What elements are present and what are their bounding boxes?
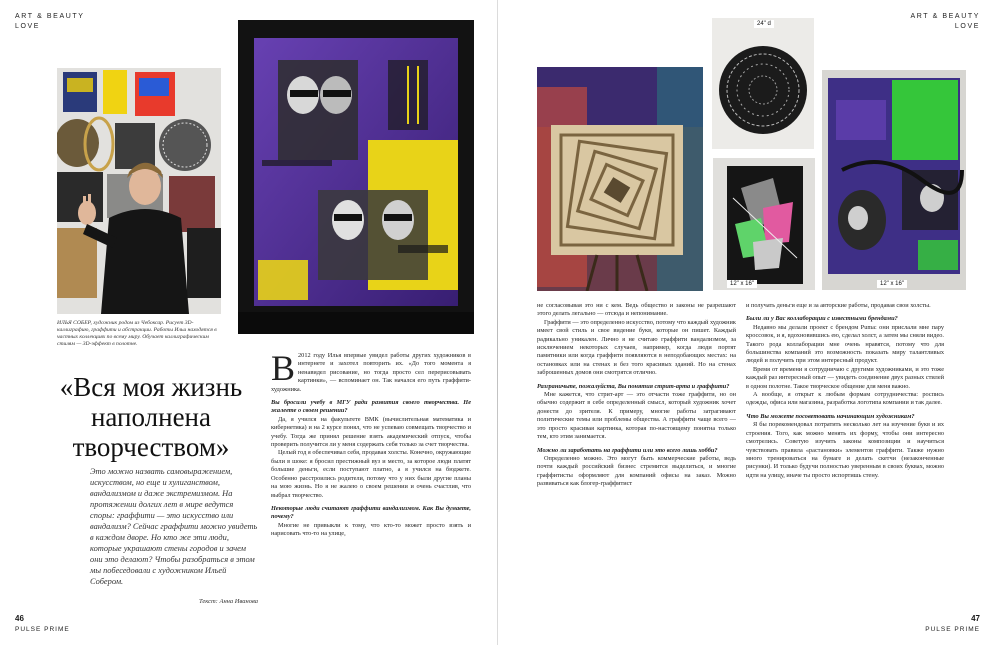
photo-caption: ИЛЬЯ СОБЕР, художник родом из Чебоксар. Рисует 3D-каллиграфию, граффити и абстракции. Работы Ильи находятся в частных коллекциях по всему миру. Обучает каллиграфическим стилям — 3D-эффект в полотне. (57, 320, 217, 347)
section-label: ART & BEAUTY (15, 13, 85, 20)
interview-answer: Мне кажется, что стрит-арт — это отчасти тоже граффити, но он обычно содержит в себе определенный смысл, который художник хочет донести до зрителя. К примеру, многие работы затрагивают политические темы или проблемы общества. А граффити чаще всего — это просто красивая картинка, которая по-настоящему понятна только тем, кто этим занимается. (537, 391, 736, 441)
size-tag-circle: 24" d (754, 20, 774, 28)
interview-answer: Время от времени я сотрудничаю с другими художниками, и это тоже каждый раз интересный опыт — увидеть соединение двух разных стилей в одном полотне. Такое творческое общение для меня важно. (746, 365, 944, 390)
dropcap: В (271, 352, 296, 388)
interview-question: Вы бросили учебу в МГУ ради развития своего творчества. Не жалеете о своем решении? (271, 399, 471, 415)
paragraph: не согласовывая это ни с кем. Ведь общество и законы не разрешают этого делать легально — отсюда и непонимание. (537, 302, 736, 318)
paragraph: Граффити — это определенно искусство, потому что каждый художник имеет свой стиль и свое видение букв, которые он пишет. Каждый радикально уникален. Лично я не считаю граффити вандализмом, за исключением некоторых случаев, например, когда люди портят памятники или когда граффити появляются в неподобающих местах: на остановках или на стенах и без того красивых зданий. Но на стенах заброшенных домов они смотрятся отлично. (537, 318, 736, 377)
article-lead: Это можно назвать самовыражением, искусством, но еще и хулиганством, вандализмом и даже экстремизмом. На протяжении долгих лет в мире ведутся споры: граффити — это искусство или вандализм? Сейчас граффити можно увидеть в каждом дворе. Но кто же эти люди, которые украшают стены городов и зачем они это делают? Чтобы разобраться в этом мы побеседовали с художником Ильей Собером. (90, 467, 258, 586)
footer-brand-right: PULSE PRIME (925, 626, 980, 633)
interview-answer: А вообще, я открыт к любым формам сотрудничества: роспись одежды, офиса или магазина, разработка логотипа компании и так далее. (746, 391, 944, 407)
artwork-spiral-photo (537, 67, 703, 291)
page-number-left: 46 (15, 614, 24, 623)
interview-answer: Целый год я обеспечивал себя, продавая холсты. Конечно, окружающие были в шоке: я бросил престижный вуз и место, за которое люди платят большие деньги, если поступают платно, а я учился на бюджете. Особенно расстроились родители, потому что у них были другие планы на мою жизнь. Но я не жалею о своем решении и очень счастлив, что выбрал творчество. (271, 449, 471, 499)
paragraph: и получать деньги еще и за авторские работы, продавая свои холсты. (746, 302, 931, 309)
artwork-abstract-photo (713, 158, 815, 290)
interview-question: Можно ли заработать на граффити или это всего лишь хобби? (537, 446, 718, 454)
interview-answer: Я бы порекомендовал потратить несколько лет на изучение букв и их строения. Того, как можно менять их форму, чтобы они интересно смотрелись. Советую изучить законы композиции и научиться чувствовать правила «растановки» элементов граффити. Также нужно много тренироваться на бумаге и делать скетчи (незаконченные рисунки). И только будучи полностью уверенным в своих буквах, можно идти на улицу, иначе ты просто испортишь стену. (746, 421, 944, 479)
text-column-3 (746, 302, 944, 608)
size-tag-abstract: 12" x 16" (727, 280, 757, 288)
page-gutter (497, 0, 498, 645)
interview-answer: Недавно мы делали проект с брендом Puma: они прислали мне пару кроссовок, и я, вдохновившись ею, сделал холст, а затем мы сняли видео. Такого рода коллаборации мне очень нравятся, потому что для большинства компаний это возможность показать миру талантливых людей и получить при этом интересный продукт. (746, 323, 944, 365)
interview-question: Некоторые люди считают граффити вандализмом. Как Вы думаете, почему? (271, 504, 471, 521)
text-column-1 (271, 352, 471, 610)
artwork-large (238, 20, 474, 334)
interview-answer: Многие не привыкли к тому, что кто-то может просто взять и нарисовать что-то на улице, (271, 521, 471, 538)
subsection-label: LOVE (15, 23, 41, 30)
article-title: «Вся моя жизнь наполнена творчеством» (59, 372, 243, 462)
artwork-circle-photo (712, 18, 814, 149)
section-header-left (15, 12, 85, 32)
section-header-right (910, 12, 980, 32)
section-label: ART & BEAUTY (910, 13, 980, 20)
text-column-2 (537, 302, 736, 608)
interview-question: Разграничьте, пожалуйста, Вы понятия стрит-арта и граффити? (537, 382, 730, 390)
interview-question: Были ли у Вас коллаборации с известными брендами? (746, 315, 898, 323)
col1-intro: 2012 году Илья впервые увидел работы других художников в интернете и захотел повторить их. «До того момента я ненавидел рисование, но тогда просто сел перерисовывать картинки», — вспоминает он. Так начался его путь граффити-художника. (271, 352, 471, 393)
artist-photo (57, 68, 221, 314)
subsection-label: LOVE (954, 23, 980, 30)
size-tag-green: 12" x 16" (877, 280, 907, 288)
article-credit: Текст: Анна Иванова (199, 598, 258, 605)
footer-brand-left: PULSE PRIME (15, 626, 70, 633)
interview-answer: Определенно можно. Это могут быть коммерческие работы, ведь почти каждый российский бизнес стремится выделиться, и многие граффитисты оформляют для компаний офисы на заказ. Можно развиваться как блогер-граффитист (537, 454, 736, 488)
interview-question: Что Вы можете посоветовать начинающим художникам? (746, 412, 915, 420)
interview-answer: Да, я учился на факультете ВМК (вычислительная математика и кибернетика) и на 2 курсе понял, что не успеваю совмещать творчество и учебу. Тогда же принял решение взять академический отпуск, чтобы проверить получится ли у меня содержать себя только за счет творчества. (271, 415, 471, 449)
artwork-green-photo (822, 70, 966, 290)
page-number-right: 47 (971, 614, 980, 623)
